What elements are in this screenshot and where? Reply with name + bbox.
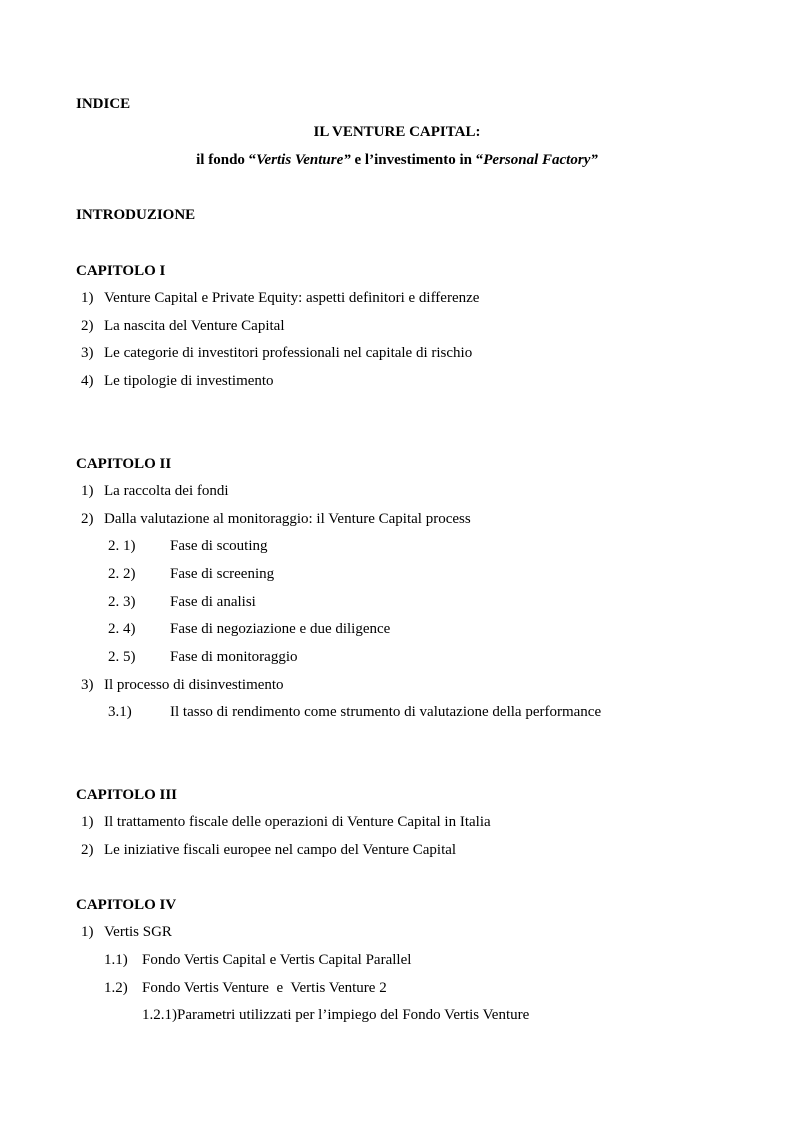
toc-number: 2): [81, 318, 94, 334]
toc-number: 1): [81, 924, 94, 940]
toc-sub-entry: Il tasso di rendimento come strumento di valutazione della performance: [170, 704, 602, 720]
toc-sub-entry: Fondo Vertis Capital e Vertis Capital Parallel: [142, 952, 412, 968]
subtitle-part: il fondo “: [196, 152, 257, 168]
subtitle-part: e l’investimento in “: [350, 152, 484, 168]
toc-sub-number: 2. 3): [108, 594, 136, 610]
toc-number: 2): [81, 842, 94, 858]
toc-sub-entry: Fase di negoziazione e due diligence: [170, 621, 391, 637]
toc-entry: Le iniziative fiscali europee nel campo del Venture Capital: [104, 842, 457, 858]
index-heading: INDICE: [76, 96, 131, 112]
toc-entry: La raccolta dei fondi: [104, 483, 229, 499]
toc-entry: Venture Capital e Private Equity: aspetti definitori e differenze: [104, 290, 480, 306]
toc-entry: Le tipologie di investimento: [104, 373, 274, 389]
toc-number: 4): [81, 373, 94, 389]
chapter-2-title: CAPITOLO II: [76, 456, 172, 472]
toc-number: 3): [81, 345, 94, 361]
toc-entry: La nascita del Venture Capital: [104, 318, 285, 334]
toc-sub-number: 1.1): [104, 952, 128, 968]
toc-sub-number: 2. 2): [108, 566, 136, 582]
toc-sub-entry: Fondo Vertis Venture e Vertis Venture 2: [142, 980, 387, 996]
toc-number: 1): [81, 290, 94, 306]
document-subtitle: [0, 151, 794, 169]
introduction-heading: INTRODUZIONE: [76, 207, 196, 223]
toc-sub-number: 1.2): [104, 980, 128, 996]
toc-subsub-entry: 1.2.1)Parametri utilizzati per l’impiego del Fondo Vertis Venture: [142, 1007, 530, 1023]
toc-sub-number: 2. 4): [108, 621, 136, 637]
toc-entry: Vertis SGR: [104, 924, 172, 940]
chapter-1-title: CAPITOLO I: [76, 263, 166, 279]
toc-sub-entry: Fase di screening: [170, 566, 275, 582]
toc-entry: Dalla valutazione al monitoraggio: il Venture Capital process: [104, 511, 471, 527]
toc-sub-number: 3.1): [108, 704, 132, 720]
toc-entry: Il trattamento fiscale delle operazioni di Venture Capital in Italia: [104, 814, 491, 830]
toc-sub-number: 2. 1): [108, 538, 136, 554]
toc-sub-entry: Fase di analisi: [170, 594, 256, 610]
document-title: IL VENTURE CAPITAL:: [313, 124, 481, 140]
subtitle-company: Personal Factory”: [483, 152, 598, 168]
toc-sub-entry: Fase di monitoraggio: [170, 649, 298, 665]
toc-number: 3): [81, 677, 94, 693]
toc-entry: Le categorie di investitori professionali nel capitale di rischio: [104, 345, 473, 361]
toc-number: 1): [81, 814, 94, 830]
toc-number: 1): [81, 483, 94, 499]
chapter-4-title: CAPITOLO IV: [76, 897, 177, 913]
toc-sub-entry: Fase di scouting: [170, 538, 268, 554]
toc-sub-number: 2. 5): [108, 649, 136, 665]
chapter-3-title: CAPITOLO III: [76, 787, 178, 803]
toc-number: 2): [81, 511, 94, 527]
subtitle-fund: Vertis Venture”: [256, 152, 351, 168]
toc-entry: Il processo di disinvestimento: [104, 677, 284, 693]
